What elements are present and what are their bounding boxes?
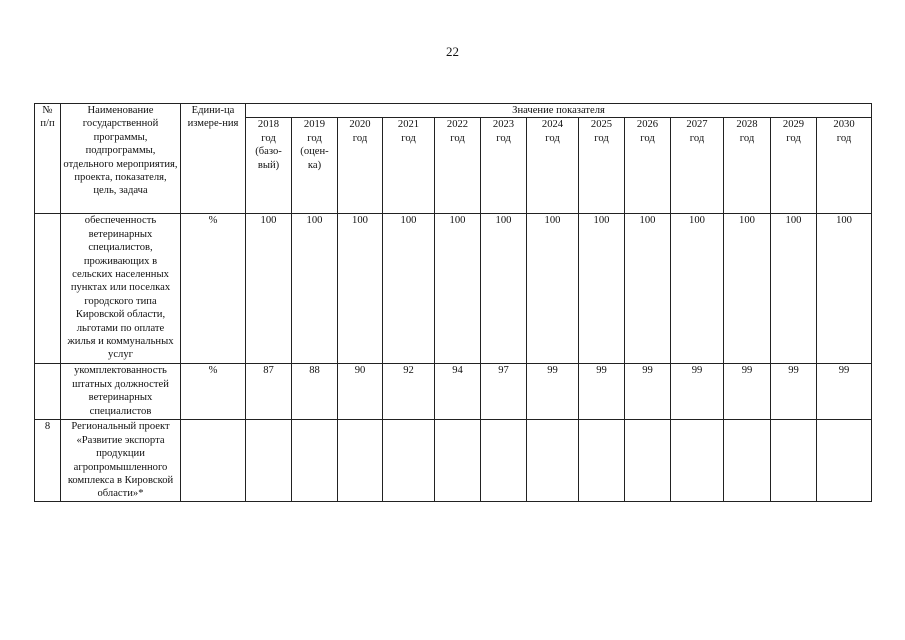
row-value: 99: [817, 364, 872, 420]
row-unit: %: [181, 364, 246, 420]
header-year: 2030 год: [817, 118, 872, 214]
row-value: 99: [625, 364, 671, 420]
page-number: 22: [446, 44, 459, 59]
row-value: [771, 420, 817, 501]
indicators-table: [34, 103, 872, 502]
header-year: 2023 год: [481, 118, 527, 214]
row-value: 92: [383, 364, 435, 420]
header-name: Наименование государственной программы, подпрограммы, отдельного мероприятия, проекта, показателя, цель, задача: [61, 104, 181, 214]
row-value: 100: [625, 214, 671, 364]
row-value: [246, 420, 292, 501]
header-year: 2026 год: [625, 118, 671, 214]
row-value: 100: [671, 214, 724, 364]
row-value: [724, 420, 771, 501]
row-value: [671, 420, 724, 501]
header-year: 2024 год: [527, 118, 579, 214]
row-num: [35, 214, 61, 364]
header-year: 2022 год: [435, 118, 481, 214]
row-value: 87: [246, 364, 292, 420]
row-value: [383, 420, 435, 501]
row-value: [338, 420, 383, 501]
row-value: [481, 420, 527, 501]
header-year: 2018 год (базо- вый): [246, 118, 292, 214]
row-value: 99: [527, 364, 579, 420]
row-value: 94: [435, 364, 481, 420]
row-name: обеспеченность ветеринарных специалистов, проживающих в сельских населенных пунктах или поселках городского типа Кировской области, льготами по оплате жилья и коммунальных услуг: [61, 214, 181, 364]
header-year: 2020 год: [338, 118, 383, 214]
header-year: 2019 год (оцен- ка): [292, 118, 338, 214]
header-year: 2025 год: [579, 118, 625, 214]
header-values-group: Значение показателя: [246, 104, 872, 118]
header-year: 2021 год: [383, 118, 435, 214]
row-value: [292, 420, 338, 501]
row-value: 99: [579, 364, 625, 420]
row-unit: %: [181, 214, 246, 364]
table-row: [35, 420, 872, 501]
row-value: [435, 420, 481, 501]
row-value: [527, 420, 579, 501]
row-value: 100: [292, 214, 338, 364]
table-row: [35, 364, 872, 420]
row-value: 100: [817, 214, 872, 364]
header-year: 2027 год: [671, 118, 724, 214]
row-value: 100: [338, 214, 383, 364]
header-num: № п/п: [35, 104, 61, 214]
row-value: 88: [292, 364, 338, 420]
row-value: 100: [527, 214, 579, 364]
header-year: 2028 год: [724, 118, 771, 214]
row-value: 99: [671, 364, 724, 420]
row-value: 97: [481, 364, 527, 420]
row-num: 8: [35, 420, 61, 501]
row-value: 100: [383, 214, 435, 364]
header-row-1: [35, 104, 872, 118]
row-value: [817, 420, 872, 501]
header-unit: Едини-ца измере-ния: [181, 104, 246, 214]
row-value: 99: [724, 364, 771, 420]
header-year: 2029 год: [771, 118, 817, 214]
table-row: [35, 214, 872, 364]
row-name: укомплектованность штатных должностей ветеринарных специалистов: [61, 364, 181, 420]
row-value: 100: [771, 214, 817, 364]
row-value: [625, 420, 671, 501]
row-value: 100: [246, 214, 292, 364]
row-value: 100: [481, 214, 527, 364]
row-value: 100: [724, 214, 771, 364]
row-value: 100: [435, 214, 481, 364]
row-num: [35, 364, 61, 420]
row-value: 90: [338, 364, 383, 420]
row-name: Региональный проект «Развитие экспорта продукции агропромышленного комплекса в Кировской области»*: [61, 420, 181, 501]
row-value: 99: [771, 364, 817, 420]
row-value: 100: [579, 214, 625, 364]
row-value: [579, 420, 625, 501]
row-unit: [181, 420, 246, 501]
